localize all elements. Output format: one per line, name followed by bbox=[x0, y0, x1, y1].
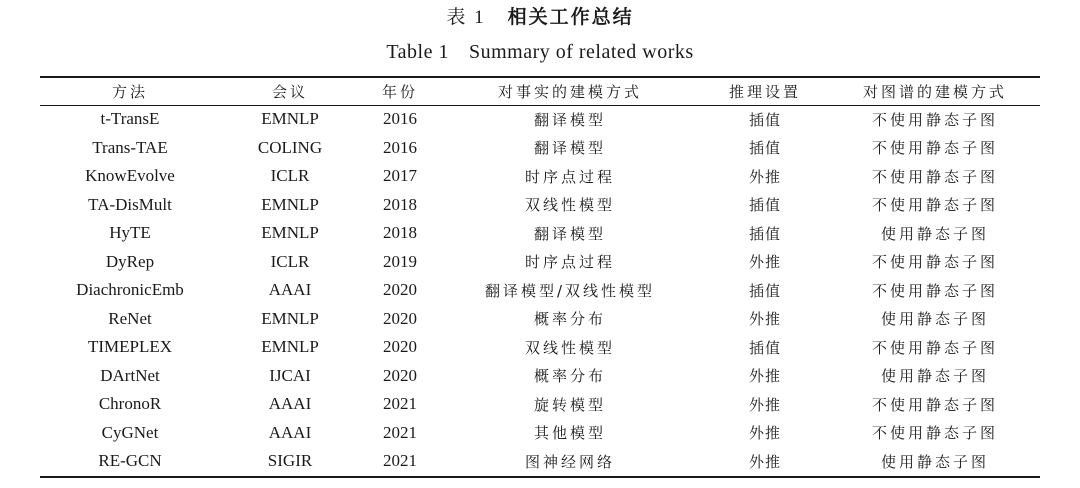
cell-reasoning-setting: 插值 bbox=[748, 338, 781, 357]
table-number-en: Table 1 bbox=[386, 41, 449, 63]
cell-venue: AAAI bbox=[268, 394, 312, 414]
cell-venue: COLING bbox=[257, 137, 323, 157]
cell-venue: SIGIR bbox=[267, 451, 313, 471]
cell-graph-modeling: 使用静态子图 bbox=[880, 452, 989, 471]
cell-year: 2019 bbox=[383, 251, 417, 271]
cell-fact-modeling: 概率分布 bbox=[533, 310, 606, 329]
cell-reasoning-setting: 外推 bbox=[748, 452, 781, 471]
cell-fact-modeling: 翻译模型/双线性模型 bbox=[484, 281, 656, 300]
cell-graph-modeling: 不使用静态子图 bbox=[871, 167, 998, 186]
cell-reasoning-setting: 插值 bbox=[748, 110, 781, 129]
table-row bbox=[40, 305, 1040, 334]
cell-year: 2018 bbox=[383, 194, 417, 214]
cell-fact-modeling: 时序点过程 bbox=[524, 167, 615, 186]
cell-year: 2021 bbox=[383, 422, 417, 442]
cell-reasoning-setting: 外推 bbox=[748, 367, 781, 386]
table-title-en: Summary of related works bbox=[468, 41, 694, 63]
cell-fact-modeling: 翻译模型 bbox=[533, 139, 606, 158]
cell-venue: EMNLP bbox=[261, 109, 319, 129]
table-row bbox=[40, 419, 1040, 448]
cell-fact-modeling: 图神经网络 bbox=[524, 452, 615, 471]
cell-venue: IJCAI bbox=[269, 365, 311, 385]
cell-venue: ICLR bbox=[270, 251, 310, 271]
cell-venue: AAAI bbox=[268, 280, 312, 300]
header-reasoning-setting: 推理设置 bbox=[728, 83, 801, 101]
cell-method: ReNet bbox=[108, 308, 152, 328]
table-row bbox=[40, 390, 1040, 419]
cell-graph-modeling: 不使用静态子图 bbox=[871, 338, 998, 357]
table-number-cn: 表 1 bbox=[446, 7, 486, 28]
cell-year: 2020 bbox=[383, 308, 417, 328]
header-graph-modeling: 对图谱的建模方式 bbox=[862, 83, 1007, 101]
cell-graph-modeling: 使用静态子图 bbox=[880, 310, 989, 329]
table-row bbox=[40, 333, 1040, 362]
cell-year: 2021 bbox=[383, 451, 417, 471]
cell-reasoning-setting: 外推 bbox=[748, 310, 781, 329]
cell-method: DyRep bbox=[105, 251, 155, 271]
cell-reasoning-setting: 外推 bbox=[748, 253, 781, 272]
cell-venue: EMNLP bbox=[261, 223, 319, 243]
cell-venue: AAAI bbox=[268, 422, 312, 442]
header-row bbox=[40, 78, 1040, 105]
header-year: 年份 bbox=[381, 83, 418, 101]
table-row bbox=[40, 447, 1040, 476]
cell-method: DArtNet bbox=[100, 365, 160, 385]
cell-fact-modeling: 旋转模型 bbox=[533, 395, 606, 414]
cell-fact-modeling: 其他模型 bbox=[533, 424, 606, 443]
cell-reasoning-setting: 外推 bbox=[748, 424, 781, 443]
table-row bbox=[40, 105, 1040, 134]
cell-fact-modeling: 双线性模型 bbox=[524, 196, 615, 215]
cell-method: TA-DisMult bbox=[88, 194, 172, 214]
cell-graph-modeling: 不使用静态子图 bbox=[871, 110, 998, 129]
cell-year: 2016 bbox=[383, 137, 417, 157]
table-row bbox=[40, 134, 1040, 163]
table-row bbox=[40, 219, 1040, 248]
cell-graph-modeling: 不使用静态子图 bbox=[871, 281, 998, 300]
cell-graph-modeling: 不使用静态子图 bbox=[871, 395, 998, 414]
cell-method: TIMEPLEX bbox=[87, 337, 173, 357]
cell-venue: EMNLP bbox=[261, 194, 319, 214]
cell-method: RE-GCN bbox=[98, 451, 162, 471]
header-method: 方法 bbox=[111, 83, 148, 101]
table-title-cn: 相关工作总结 bbox=[507, 6, 634, 28]
cell-graph-modeling: 不使用静态子图 bbox=[871, 139, 998, 158]
cell-reasoning-setting: 外推 bbox=[748, 395, 781, 414]
cell-year: 2020 bbox=[383, 337, 417, 357]
cell-year: 2020 bbox=[383, 365, 417, 385]
cell-venue: EMNLP bbox=[261, 308, 319, 328]
cell-method: KnowEvolve bbox=[85, 166, 175, 186]
table-body bbox=[40, 105, 1040, 476]
cell-method: ChronoR bbox=[98, 394, 162, 414]
cell-fact-modeling: 翻译模型 bbox=[533, 110, 606, 129]
table-caption-chinese bbox=[0, 4, 1080, 31]
cell-venue: ICLR bbox=[270, 166, 310, 186]
cell-venue: EMNLP bbox=[261, 337, 319, 357]
table-row bbox=[40, 276, 1040, 305]
table-row bbox=[40, 191, 1040, 220]
cell-fact-modeling: 翻译模型 bbox=[533, 224, 606, 243]
cell-year: 2021 bbox=[383, 394, 417, 414]
cell-method: DiachronicEmb bbox=[76, 280, 184, 300]
cell-year: 2020 bbox=[383, 280, 417, 300]
cell-year: 2016 bbox=[383, 109, 417, 129]
cell-fact-modeling: 时序点过程 bbox=[524, 253, 615, 272]
cell-reasoning-setting: 插值 bbox=[748, 224, 781, 243]
cell-reasoning-setting: 插值 bbox=[748, 196, 781, 215]
cell-reasoning-setting: 插值 bbox=[748, 281, 781, 300]
related-works-table bbox=[40, 78, 1040, 476]
cell-method: Trans-TAE bbox=[92, 137, 168, 157]
table-row bbox=[40, 248, 1040, 277]
cell-graph-modeling: 不使用静态子图 bbox=[871, 253, 998, 272]
cell-reasoning-setting: 外推 bbox=[748, 167, 781, 186]
header-venue: 会议 bbox=[271, 83, 308, 101]
cell-method: HyTE bbox=[109, 223, 151, 243]
cell-reasoning-setting: 插值 bbox=[748, 139, 781, 158]
cell-fact-modeling: 双线性模型 bbox=[524, 338, 615, 357]
cell-graph-modeling: 使用静态子图 bbox=[880, 367, 989, 386]
bottom-rule bbox=[40, 476, 1040, 478]
cell-method: CyGNet bbox=[101, 422, 159, 442]
header-fact-modeling: 对事实的建模方式 bbox=[497, 83, 642, 101]
table-row bbox=[40, 162, 1040, 191]
cell-graph-modeling: 使用静态子图 bbox=[880, 224, 989, 243]
cell-year: 2018 bbox=[383, 223, 417, 243]
cell-year: 2017 bbox=[383, 166, 417, 186]
table-row bbox=[40, 362, 1040, 391]
cell-graph-modeling: 不使用静态子图 bbox=[871, 196, 998, 215]
cell-graph-modeling: 不使用静态子图 bbox=[871, 424, 998, 443]
table-caption-english bbox=[0, 38, 1080, 66]
cell-method: t-TransE bbox=[100, 109, 160, 129]
cell-fact-modeling: 概率分布 bbox=[533, 367, 606, 386]
